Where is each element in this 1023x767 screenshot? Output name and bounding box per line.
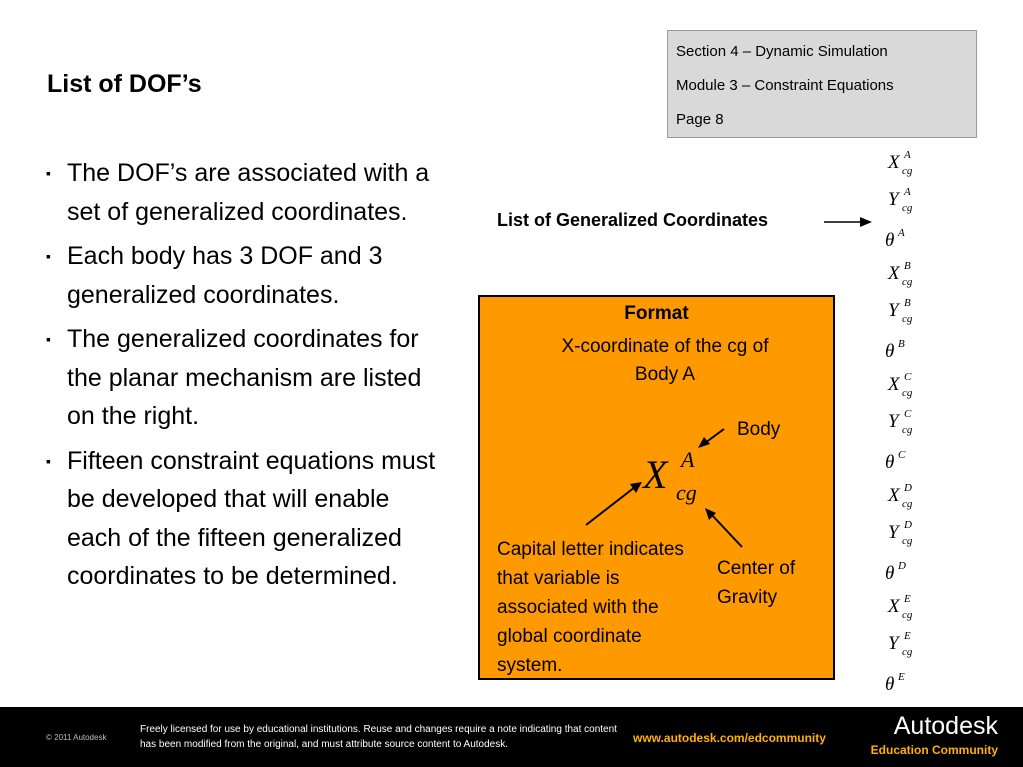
coordinate-base: Y [888, 633, 899, 654]
coordinate-base: θ [885, 563, 895, 584]
coordinate-subscript: cg [902, 498, 913, 510]
slide-title: List of DOF’s [47, 70, 202, 98]
coordinate-base: θ [885, 452, 895, 473]
coordinate-subscript: cg [902, 424, 913, 436]
bullet-marker: ▪ [46, 331, 51, 347]
education-community-label: Education Community [870, 743, 998, 757]
coordinate-superscript: D [904, 519, 912, 531]
coordinate-base: θ [885, 341, 895, 362]
coordinate-subscript: cg [902, 202, 913, 214]
coordinate-superscript: A [904, 149, 911, 161]
coordinate-item [880, 261, 960, 298]
format-description: X-coordinate of the cg of Body A [561, 336, 769, 385]
page-label: Page 8 [676, 111, 724, 128]
coordinate-item [880, 668, 960, 705]
coordinate-base: Y [888, 300, 899, 321]
bullet-item [46, 442, 446, 596]
coordinate-subscript: cg [902, 535, 913, 547]
format-box [478, 295, 835, 680]
coordinate-superscript: A [904, 186, 911, 198]
coordinate-item [880, 150, 960, 187]
bullet-text: The DOF’s are associated with a set of generalized coordinates. [67, 159, 430, 226]
bullet-marker: ▪ [46, 165, 51, 181]
coordinate-subscript: cg [902, 313, 913, 325]
format-title: Format [624, 303, 689, 324]
coordinate-item [880, 187, 960, 224]
coordinate-base: θ [885, 674, 895, 695]
generalized-coordinates-label: List of Generalized Coordinates [497, 210, 769, 230]
license-text: Freely licensed for use by educational institutions. Reuse and changes require a note indicating that content has been modified from the original, and must attribute source content to Autodesk. [140, 724, 617, 750]
module-label: Module 3 – Constraint Equations [676, 77, 894, 94]
coordinate-subscript: cg [902, 165, 913, 177]
coordinate-base: X [888, 485, 900, 506]
bullet-text: The generalized coordinates for the planar mechanism are listed on the right. [67, 325, 422, 430]
coordinate-item [880, 409, 960, 446]
bullet-marker: ▪ [46, 248, 51, 264]
format-symbol-subscript: cg [676, 480, 697, 505]
coordinate-superscript: E [898, 671, 905, 683]
bullet-item [46, 320, 446, 436]
coordinate-item [880, 298, 960, 335]
coordinate-superscript: E [904, 593, 911, 605]
center-of-gravity-label: Center of Gravity [717, 558, 796, 608]
bullet-list [46, 154, 446, 602]
bullet-item [46, 237, 446, 314]
coordinate-base: Y [888, 189, 899, 210]
coordinate-list [880, 150, 960, 705]
body-label: Body [737, 419, 781, 440]
coordinate-base: X [888, 263, 900, 284]
coordinate-item [880, 446, 960, 483]
coordinate-superscript: D [898, 560, 906, 572]
coordinate-base: θ [885, 230, 895, 251]
coordinate-superscript: D [904, 482, 912, 494]
coordinate-superscript: A [898, 227, 905, 239]
coordinate-base: X [888, 152, 900, 173]
coordinate-superscript: B [898, 338, 905, 350]
format-symbol-base: X [643, 452, 668, 497]
bullet-text: Each body has 3 DOF and 3 generalized coordinates. [67, 242, 383, 309]
format-symbol-superscript: A [681, 447, 695, 472]
coordinate-item [880, 594, 960, 631]
coordinate-item [880, 372, 960, 409]
coordinate-base: X [888, 374, 900, 395]
coordinate-subscript: cg [902, 609, 913, 621]
coordinate-item [880, 631, 960, 668]
capital-letter-label: Capital letter indicates that variable is associated with the global coordinate system. [497, 539, 684, 676]
footer [0, 707, 1023, 767]
bullet-item [46, 154, 446, 231]
coordinate-item [880, 520, 960, 557]
autodesk-logo: Autodesk [893, 712, 998, 740]
coordinate-subscript: cg [902, 646, 913, 658]
community-link[interactable]: www.autodesk.com/edcommunity [633, 731, 826, 745]
coordinate-superscript: C [904, 371, 912, 383]
coordinate-subscript: cg [902, 276, 913, 288]
coordinate-base: X [888, 596, 900, 617]
coordinate-item [880, 483, 960, 520]
coordinate-item [880, 224, 960, 261]
section-label: Section 4 – Dynamic Simulation [676, 43, 888, 60]
coordinate-base: Y [888, 411, 899, 432]
coordinate-subscript: cg [902, 387, 913, 399]
coordinate-superscript: E [904, 630, 911, 642]
coordinate-superscript: C [898, 449, 906, 461]
copyright-text: © 2011 Autodesk [46, 733, 107, 742]
pointer-arrow-icon [822, 214, 874, 230]
bullet-marker: ▪ [46, 452, 51, 469]
coordinate-base: Y [888, 522, 899, 543]
coordinate-superscript: B [904, 260, 911, 272]
coordinate-superscript: C [904, 408, 912, 420]
coordinate-superscript: B [904, 297, 911, 309]
coordinate-item [880, 335, 960, 372]
section-info-box [667, 30, 977, 138]
coordinate-item [880, 557, 960, 594]
bullet-text: Fifteen constraint equations must be developed that will enable each of the fifteen generalized coordinates to be determined. [67, 446, 436, 590]
